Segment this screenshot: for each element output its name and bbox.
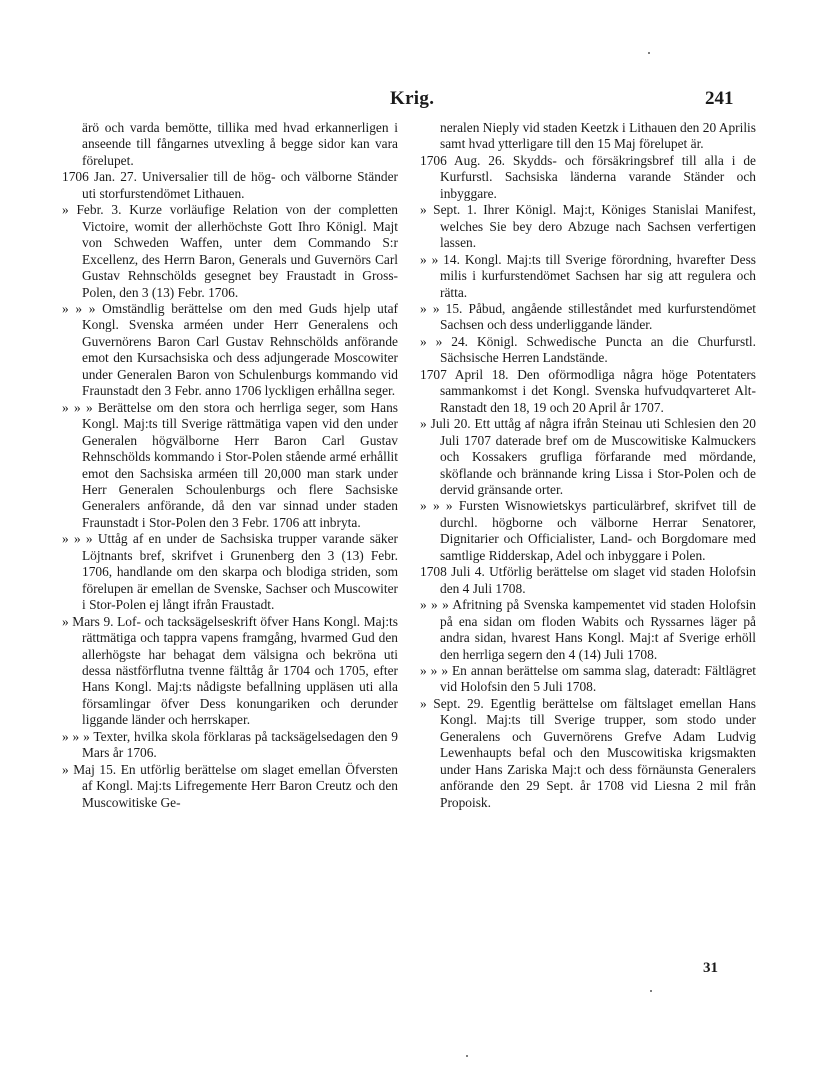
entry-left-4: » » » Berättelse om den stora och herrliga seger, som Hans Kongl. Maj:ts till Sverige rättmätiga vapen vid den under Generalen högvälborne Herr Baron Carl Gustav Rehnschölds kommando i Stor-Polen stående armé erhållit emot den Sachsiska arméen till 20,000 man stark under Herr Generalen Schoulenburgs och flere Sachsiske Generalers anförande, då den var sinnad under staden Fraunstadt i Stor-Polen den 3 Febr. 1706 att inbryta. bbox=[62, 399, 398, 530]
page-number: 241 bbox=[705, 88, 734, 109]
entry-right-6: 1707 April 18. Den oförmodliga några höge Potentaters sammankomst i det Kongl. Svenska hufvudqvarteret Alt-Ranstadt den 18, 19 och 20 April år 1707. bbox=[420, 366, 756, 415]
print-speck bbox=[650, 990, 652, 992]
entry-right-3: » » 14. Kongl. Maj:ts till Sverige förordning, hvarefter Dess milis i kurfurstendömet Sachsen har sig att regulera och rätta. bbox=[420, 251, 756, 300]
print-speck bbox=[648, 52, 650, 54]
entry-right-11: » » » En annan berättelse om samma slag, dateradt: Fältlägret vid Holofsin den 5 Juli 1708. bbox=[420, 662, 756, 695]
entry-left-1: 1706 Jan. 27. Universalier till de hög- och välborne Ständer uti storfurstendömet Lithauen. bbox=[62, 169, 398, 201]
entry-left-2: » Febr. 3. Kurze vorläufige Relation von der completten Victoire, womit der allerhöchste Gott Ihro Königl. Majt von Schweden Waffen, unter dem Commando S:r Excellenz, des Herrn Baron, Generals und Guvernörs Carl Gustav Rehnschölds gesegnet bey Fraustadt in Gross-Polen, den 3 (13) Febr. 1706. bbox=[62, 202, 398, 300]
entry-left-8: » Maj 15. En utförlig berättelse om slaget emellan Öfversten af Kongl. Maj:ts Lifregemente Herr Baron Creutz och den Muscowitiske Ge- bbox=[62, 761, 398, 810]
print-speck bbox=[466, 1055, 468, 1057]
entry-right-5: » » 24. Königl. Schwedische Puncta an die Churfurstl. Sächsische Herren Landstände. bbox=[420, 333, 756, 366]
entry-right-4: » » 15. Påbud, angående stilleståndet med kurfurstendömet Sachsen och dess underliggande länder. bbox=[420, 300, 756, 333]
entry-left-0: ärö och varda bemötte, tillika med hvad erkannerligen i anseende till fångarnes utvexling å begge sidor kan vara förelupet. bbox=[82, 120, 398, 168]
entry-left-3: » » » Omständlig berättelse om den med Guds hjelp utaf Kongl. Svenska arméen under Herr Generalens och Guvernörens Baron Carl Gustav Rehnschölds anförande emot den Kursachsiska och dess adjungerade Moscowiter under Generalen Baron von Schulenburgs kommando vid Fraunstadt den 3 Febr. anno 1706 lyckligen erhållna seger. bbox=[62, 300, 398, 399]
entry-left-7: » » » Texter, hvilka skola förklaras på tacksägelsedagen den 9 Mars år 1706. bbox=[62, 728, 398, 761]
running-head-title: Krig. bbox=[390, 88, 435, 109]
entry-right-2: » Sept. 1. Ihrer Königl. Maj:t, Königes Stanislai Manifest, welches Sie bey dero Abzuge nach Sachsen verfertigen lassen. bbox=[420, 202, 756, 251]
entry-left-6: » Mars 9. Lof- och tacksägelseskrift öfver Hans Kongl. Maj:ts rättmätiga och tappra vapens framgång, hvarmed Gud den allerhögste har behagat dem välsigna och bekröna uti dessa nästförflutna tvenne fälttåg år 1704 och 1705, efter Hans Kongl. Maj:ts nådigste befallning uppläsen uti alla församlingar öfver Dess konungariken och derunder liggande länder och herrskaper. bbox=[62, 613, 398, 728]
entry-left-5: » » » Uttåg af en under de Sachsiska trupper varande säker Löjtnants bref, skrifvet i Grunenberg den 3 (13) Febr. 1706, handlande om den skarpa och blodiga striden, som förelupen är emellan de Svenske, Sachser och Muscowiter i Stor-Polen ej långt ifrån Fraustadt. bbox=[62, 531, 398, 613]
entry-right-0: neralen Nieply vid staden Keetzk i Lithauen den 20 Aprilis samt hvad ytterligare till den 15 Maj förelupet är. bbox=[440, 120, 756, 152]
entry-right-7: » Juli 20. Ett uttåg af några ifrån Steinau uti Schlesien den 20 Juli 1707 daterade bref om de Muscowitiske Kalmuckers och Kossakers grufliga förfarande med mördande, sköflande och brännande kring Lissa i Stor-Polen och de dervid gränsande orter. bbox=[420, 416, 756, 497]
entry-right-10: » » » Afritning på Svenska kampementet vid staden Holofsin på ena sidan om floden Wabits och Ryssarnes läger på andra sidan, hvarest Hans Kongl. Maj:t af Sverige erhöll den herrliga segern den 4 (14) Juli 1708. bbox=[420, 597, 756, 662]
left-column bbox=[62, 120, 398, 811]
entry-right-8: » » » Fursten Wisnowietskys particulärbref, skrifvet till de durchl. högborne och välborne Herrar Senatorer, Dignitarier och Officialister, Land- och Borgdomare med samtlige Ridderskap, Adel och inbyggare i Polen. bbox=[420, 498, 756, 563]
entry-right-1: 1706 Aug. 26. Skydds- och försäkringsbref till alla i de Kurfurstl. Sachsiska länderna varande Ständer och inbyggare. bbox=[420, 152, 756, 201]
entry-right-9: 1708 Juli 4. Utförlig berättelse om slaget vid staden Holofsin den 4 Juli 1708. bbox=[420, 564, 756, 596]
right-column bbox=[420, 120, 756, 811]
signature-mark: 31 bbox=[703, 960, 718, 976]
entry-right-12: » Sept. 29. Egentlig berättelse om fältslaget emellan Hans Kongl. Maj:ts till Sverige trupper, som stodo under Generalens och Guvernörens Grefve Adam Ludvig Lewenhaupts befal och den Muscowitiska krigsmakten under Hans Zariska Maj:t och dess förnäunsta Generalers anförande den 29 Sept. år 1708 vid Liesna 2 mil från Propoisk. bbox=[420, 695, 756, 810]
